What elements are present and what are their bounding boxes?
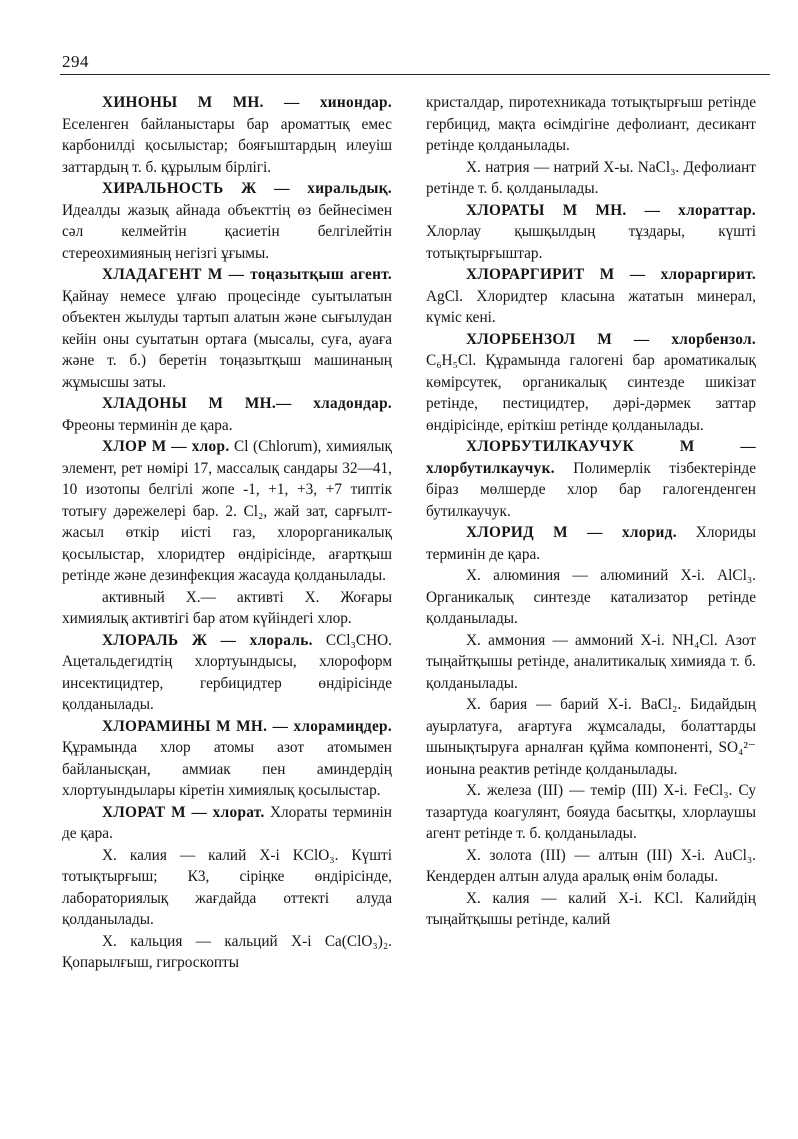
- entry-text: Еселенген байланыстары бар ароматтық емес карбонилді қосылыстар; бояғыштардың илеуіш заттардың т. б. құрылым бірлігі.: [62, 115, 392, 176]
- dictionary-entry: [62, 931, 392, 974]
- dictionary-entry: [426, 436, 756, 522]
- dictionary-entry: [62, 845, 392, 931]
- entry-text: Х. бария — барий Х-і. BaCl₂. Бидайдың ауырлатуға, ағартуға жұмсалады, болаттарды шынықтыруға арналған құйма компоненті, SO₄²⁻ ионына реактив ретінде қолданылады.: [426, 696, 756, 778]
- dictionary-entry: [426, 845, 756, 888]
- page-number: 294: [62, 52, 89, 71]
- left-column: [62, 92, 392, 974]
- entry-text: AgCl. Хлоридтер класына жататын минерал, күміс кені.: [426, 287, 756, 326]
- entry-headword: ХИНОНЫ М МН. — хинондар.: [102, 94, 392, 111]
- entry-headword: ХЛОР М — хлор.: [102, 438, 230, 455]
- entry-headword: ХИРАЛЬНОСТЬ Ж — хиральдық.: [102, 180, 392, 197]
- entry-text: Х. натрия — натрий Х-ы. NaCl₃. Дефолиант ретінде т. б. қолданылады.: [426, 158, 756, 197]
- dictionary-entry: [62, 802, 392, 845]
- dictionary-entry: [62, 436, 392, 587]
- entry-text: Хлораты терминін де қара.: [62, 803, 392, 842]
- entry-text: Фреоны терминін де қара.: [62, 416, 233, 434]
- entry-headword: ХЛОРИД М — хлорид.: [466, 524, 677, 541]
- entry-text: Х. калия — калий Х-і. KCl. Калийдің тыңайтқышы ретінде, калий: [426, 889, 756, 928]
- entry-text: Х. золота (III) — алтын (III) Х-і. AuCl₃. Кендерден алтын алуда аралық өнім болады.: [426, 846, 756, 885]
- dictionary-entry: [62, 92, 392, 178]
- entry-headword: ХЛОРАТЫ М МН. — хлораттар.: [466, 201, 756, 219]
- dictionary-entry: [62, 716, 392, 802]
- dictionary-entry: [62, 178, 392, 264]
- dictionary-entry: [426, 264, 756, 329]
- entry-headword: ХЛАДАГЕНТ М — тоңазытқыш агент.: [102, 266, 392, 283]
- dictionary-entry: [426, 92, 756, 157]
- entry-text: Хлорлау қышқылдың тұздары, күшті тотықтырғыштар.: [426, 223, 756, 262]
- entry-text: кристалдар, пиротехникада тотықтырғыш ретінде гербицид, мақта өсімдігіне дефолиант, десикант ретінде қолданылады.: [426, 94, 756, 154]
- entry-text: Құрамында хлор атомы азот атомымен байланысқан, аммиак пен аминдердің хлортуындылары кіретін химиялық қосылыстар.: [62, 739, 392, 799]
- dictionary-entry: [426, 780, 756, 845]
- entry-text: Cl (Chlorum), химиялық элемент, рет нөмірі 17, массалық сандары 32—41, 10 изотопы белгілі жопе -1, +1, +3, +7 типтік тотығу дәрежелері бар. 2. Cl₂, жай зат, сарғылт-жасыл өткір иісті газ, хлорорганикалық қосылыстар, хлоридтер өндірісінде, ағартқыш ретінде және дезинфекция жасауда қолданылады.: [62, 438, 392, 584]
- entry-text: активный Х.— активті Х. Жоғары химиялық активтігі бар атом күйіндегі хлор.: [62, 588, 392, 627]
- header-rule: [60, 74, 770, 75]
- entry-headword: ХЛОРБУТИЛКАУЧУК М — хлорбутилкаучук.: [426, 438, 756, 477]
- entry-text: Қайнау немесе ұлғаю процесінде суытылатын объектен жылуды тартып алатын және сығылудан кейін оны суытатын ортаға (мысалы, суға, ауаға және т. б.) беретін тоңазытқыш машинаның жұмысшы заты.: [62, 287, 392, 391]
- dictionary-entry: [62, 587, 392, 630]
- entry-headword: ХЛОРБЕНЗОЛ М — хлорбензол.: [466, 330, 756, 348]
- entry-text: Х. аммония — аммоний Х-і. NH₄Cl. Азот тыңайтқышы ретінде, аналитикалық химияда т. б. қолданылады.: [426, 631, 756, 692]
- entry-text: Х. калия — калий Х-і KClO₃. Күшті тотықтырғыш; К3, сіріңке өндірісінде, лабораториялық жағдайда оттекті алуда қолданылады.: [62, 846, 392, 928]
- entry-text: Идеалды жазық айнада объекттің өз бейнесімен сәл келмейтін қасиетін белгілейтін стереохимияның негізгі ұғымы.: [62, 201, 392, 262]
- right-column: [426, 92, 756, 931]
- entry-text: CCl₃CHO. Ацетальдегидтің хлортуындысы, хлороформ инсектицидтер, гербицидтер өндірісінде қолданылады.: [62, 631, 392, 713]
- dictionary-entry: [62, 393, 392, 436]
- dictionary-entry: [426, 329, 756, 437]
- entry-text: Полимерлік тізбектерінде біраз мөлшерде хлор бар галогенденген бутилкаучук.: [426, 459, 756, 520]
- dictionary-entry: [62, 630, 392, 716]
- entry-headword: ХЛАДОНЫ М МН.— хладондар.: [102, 395, 392, 412]
- dictionary-entry: [426, 157, 756, 200]
- entry-text: Х. алюминия — алюминий Х-і. AlCl₃. Органикалық синтезде катализатор ретінде қолданылады.: [426, 567, 756, 627]
- entry-headword: ХЛОРАМИНЫ М МН. — хлорамиңдер.: [102, 717, 392, 735]
- entry-headword: ХЛОРАТ М — хлорат.: [102, 803, 265, 821]
- dictionary-entry: [426, 630, 756, 695]
- dictionary-entry: [426, 888, 756, 931]
- entry-text: C₆H₅Cl. Құрамында галогені бар ароматикалық көмірсутек, органикалық синтезде шикізат ретінде, пестицидтер, дәрі-дәрмек заттар өндірісінде, еріткіш ретінде қолданылады.: [426, 352, 756, 434]
- dictionary-entry: [62, 264, 392, 393]
- dictionary-entry: [426, 565, 756, 630]
- entry-text: Х. железа (III) — темір (III) Х-і. FeCl₃. Су тазартуда коагулянт, бояуда басытқы, хлорлаушы агент ретінде т. б. қолданылады.: [426, 782, 756, 842]
- entry-text: Х. кальция — кальций Х-і Ca(ClO₃)₂. Қопарылғыш, гигроскопты: [62, 932, 392, 971]
- dictionary-entry: [426, 694, 756, 780]
- dictionary-entry: [426, 200, 756, 265]
- entry-text: Хлориды терминін де қара.: [426, 524, 756, 563]
- entry-headword: ХЛОРАЛЬ Ж — хлораль.: [102, 631, 313, 649]
- entry-headword: ХЛОРАРГИРИТ М — хлораргирит.: [466, 266, 756, 283]
- dictionary-entry: [426, 522, 756, 565]
